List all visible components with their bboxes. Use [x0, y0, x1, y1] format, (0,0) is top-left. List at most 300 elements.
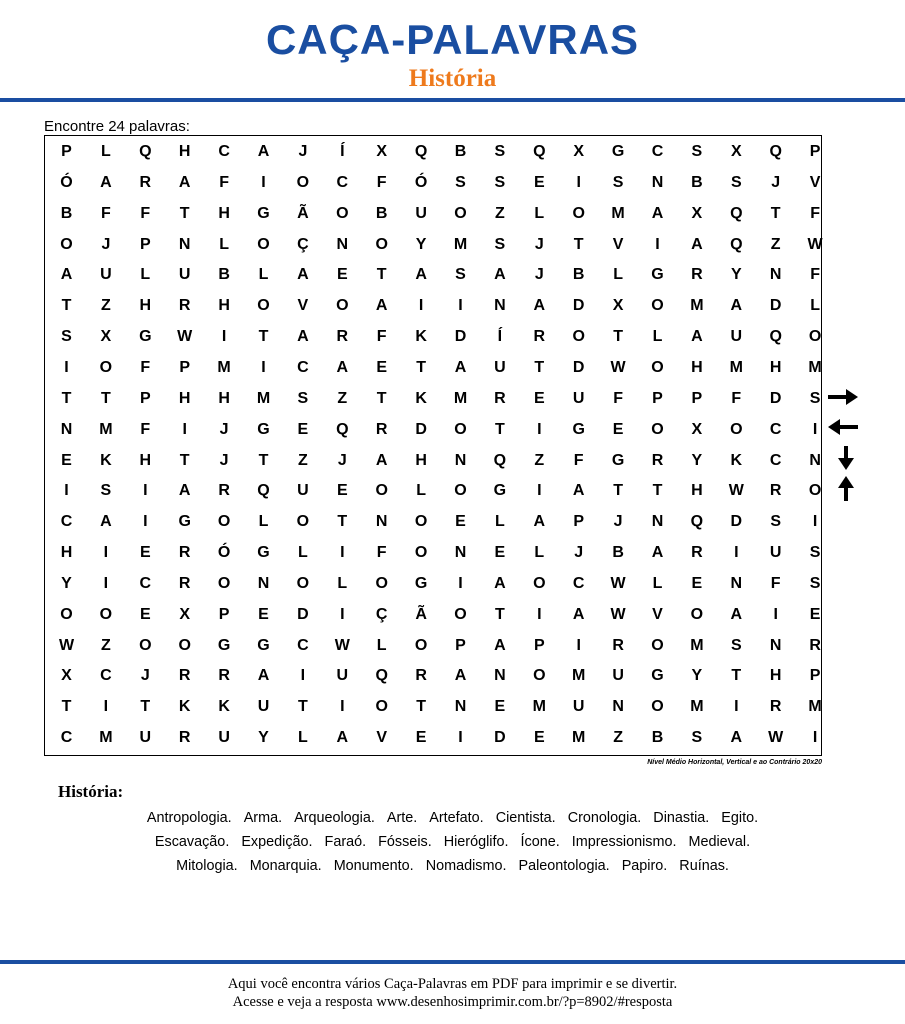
up-arrow-icon: [838, 476, 854, 501]
grid-letter: T: [61, 389, 72, 407]
grid-letter: K: [178, 698, 191, 716]
word-list-heading: História:: [58, 782, 124, 801]
grid-letter: R: [178, 667, 191, 685]
grid-letter: T: [416, 698, 426, 716]
grid-letter: O: [651, 636, 664, 654]
direction-arrows: [826, 386, 860, 504]
page-subtitle: História: [408, 65, 497, 92]
grid-letter: O: [572, 328, 585, 346]
grid-letter: Q: [493, 451, 507, 469]
grid-letter: B: [691, 173, 703, 191]
grid-letter: E: [533, 389, 545, 407]
grid-letter: Ó: [60, 173, 73, 191]
grid-letter: P: [652, 389, 663, 407]
grid-letter: Z: [101, 297, 111, 315]
grid-letter: F: [140, 358, 151, 376]
grid-letter: S: [730, 636, 742, 654]
grid-letter: N: [60, 420, 73, 438]
grid-letter: S: [455, 266, 466, 284]
grid-letter: M: [611, 204, 625, 222]
word-list-item: Faraó.: [324, 834, 367, 850]
grid-letter: T: [495, 605, 505, 623]
grid-letter: O: [336, 204, 349, 222]
grid-letter: R: [218, 667, 230, 685]
grid-letter: T: [337, 513, 348, 531]
grid-letter: A: [651, 544, 664, 562]
grid-letter: G: [257, 204, 270, 222]
grid-letter: C: [60, 513, 73, 531]
grid-letter: P: [809, 667, 821, 685]
grid-letter: E: [258, 605, 269, 623]
grid-letter: Z: [495, 204, 505, 222]
grid-letter: I: [812, 420, 818, 438]
word-list-item: Egito.: [721, 810, 759, 826]
grid-letter: G: [611, 451, 625, 469]
grid-letter: E: [533, 173, 545, 191]
grid-letter: L: [613, 266, 623, 284]
grid-letter: D: [415, 420, 427, 438]
grid-letter: Ã: [297, 204, 309, 222]
word-list-line: [0, 809, 905, 827]
grid-letter: S: [61, 328, 72, 346]
grid-letter: I: [143, 513, 148, 531]
grid-letter: K: [218, 698, 230, 716]
grid-letter: M: [453, 235, 468, 253]
grid-letter: D: [494, 729, 506, 747]
grid-letter: O: [651, 420, 664, 438]
grid-letter: S: [770, 513, 782, 531]
grid-letter: S: [100, 482, 112, 500]
grid-letter: X: [573, 143, 585, 160]
grid-letter: H: [60, 544, 73, 562]
grid-letter: J: [219, 451, 229, 469]
grid-letter: V: [297, 297, 309, 315]
grid-letter: I: [103, 574, 109, 592]
grid-letter: F: [613, 389, 623, 407]
grid-letter: T: [376, 389, 387, 407]
grid-letter: E: [809, 605, 821, 623]
grid-letter: U: [415, 204, 427, 222]
grid-letter: X: [179, 605, 191, 623]
grid-letter: F: [376, 544, 387, 562]
grid-letter: Y: [730, 266, 742, 284]
grid-letter: H: [691, 358, 703, 376]
word-list-item: Arqueologia.: [294, 810, 375, 826]
grid-letter: I: [418, 297, 424, 315]
grid-letter: W: [177, 328, 193, 346]
grid-letter: T: [179, 451, 190, 469]
grid-letter: A: [297, 266, 309, 284]
grid-letter: S: [494, 173, 506, 191]
grid-letter: O: [454, 605, 467, 623]
grid-letter: M: [808, 358, 822, 376]
grid-letter: H: [139, 297, 152, 315]
grid-letter: Q: [533, 143, 546, 160]
grid-letter: O: [375, 482, 388, 500]
grid-letter: I: [103, 544, 109, 562]
grid-letter: E: [494, 544, 506, 562]
grid-letter: L: [652, 574, 663, 592]
grid-letter: F: [376, 173, 387, 191]
grid-letter: M: [690, 297, 704, 315]
grid-letter: F: [810, 204, 820, 222]
grid-letter: F: [219, 173, 229, 191]
grid-letter: H: [178, 143, 191, 160]
grid-letter: C: [297, 358, 309, 376]
grid-letter: R: [178, 729, 191, 747]
grid-letter: S: [494, 143, 506, 160]
grid-letter: M: [532, 698, 546, 716]
grid-letter: A: [533, 297, 546, 315]
grid-letter: T: [495, 420, 505, 438]
grid-letter: R: [415, 667, 427, 685]
grid-letter: T: [376, 266, 387, 284]
grid-letter: K: [730, 451, 743, 469]
grid-letter: R: [651, 451, 664, 469]
grid-letter: N: [809, 451, 821, 469]
grid-letter: O: [651, 358, 664, 376]
grid-letter: I: [64, 482, 69, 500]
grid-letter: R: [218, 482, 230, 500]
word-list-item: Arma.: [243, 810, 283, 826]
grid-letter: I: [261, 173, 266, 191]
word-list-item: Antropologia.: [146, 810, 232, 826]
grid-letter: Z: [534, 451, 545, 469]
grid-letter: O: [454, 204, 467, 222]
grid-letter: O: [375, 698, 388, 716]
grid-letter: H: [769, 358, 782, 376]
grid-letter: O: [808, 328, 822, 346]
grid-letter: Ã: [415, 605, 427, 623]
grid-letter: G: [178, 513, 191, 531]
grid-letter: T: [613, 482, 623, 500]
grid-letter: J: [101, 235, 111, 253]
grid-letter: O: [808, 482, 822, 500]
grid-letter: Z: [337, 389, 348, 407]
grid-letter: B: [651, 729, 664, 747]
grid-letter: A: [730, 729, 743, 747]
grid-letter: U: [730, 328, 743, 346]
grid-letter: Y: [691, 451, 703, 469]
grid-letter: O: [454, 420, 467, 438]
grid-letter: R: [769, 698, 782, 716]
grid-letter: J: [613, 513, 623, 531]
grid-letter: I: [537, 605, 542, 623]
grid-letter: W: [728, 482, 744, 500]
grid-letter: A: [454, 667, 467, 685]
grid-letter: D: [572, 358, 585, 376]
grid-letter: C: [769, 451, 782, 469]
grid-letter: G: [572, 420, 585, 438]
grid-letter: N: [730, 574, 743, 592]
grid-letter: O: [375, 235, 388, 253]
grid-letter: Q: [375, 667, 388, 685]
grid-letter: T: [140, 698, 151, 716]
instruction-text: Encontre 24 palavras:: [44, 118, 190, 135]
grid-letter: A: [100, 513, 112, 531]
grid-letter: U: [218, 729, 230, 747]
word-list-item: Arte.: [386, 810, 418, 826]
grid-letter: H: [218, 297, 230, 315]
grid-letter: E: [494, 698, 506, 716]
grid-letter: O: [217, 513, 231, 531]
grid-letter: G: [217, 636, 231, 654]
grid-letter: E: [691, 574, 703, 592]
grid-letter: U: [494, 358, 506, 376]
grid-letter: B: [375, 204, 388, 222]
grid-letter: N: [494, 297, 506, 315]
grid-letter: O: [454, 482, 467, 500]
right-arrow-icon: [828, 389, 858, 405]
grid-letter: O: [651, 698, 664, 716]
grid-letter: N: [454, 698, 467, 716]
grid-letter: B: [218, 266, 230, 284]
grid-letter: R: [336, 328, 349, 346]
grid-letter: U: [257, 698, 270, 716]
grid-letter: Q: [139, 143, 152, 160]
word-list-item: Papiro.: [621, 858, 668, 874]
grid-letter: V: [809, 173, 821, 191]
grid-letter: X: [691, 204, 703, 222]
word-list-item: Escavação.: [154, 834, 230, 850]
left-arrow-icon: [828, 419, 858, 435]
grid-letter: X: [61, 667, 72, 685]
grid-letter: A: [572, 482, 585, 500]
grid-letter: U: [572, 698, 585, 716]
grid-letter: E: [612, 420, 624, 438]
page-title: CAÇA-PALAVRAS: [265, 16, 640, 63]
grid-letter: L: [101, 143, 111, 160]
grid-letter: Q: [690, 513, 704, 531]
grid-letter: Q: [769, 143, 782, 160]
word-list-item: Monarquia.: [249, 858, 322, 874]
grid-letter: O: [296, 574, 310, 592]
grid-letter: V: [376, 729, 388, 747]
grid-letter: I: [261, 358, 266, 376]
grid-letter: A: [178, 173, 191, 191]
grid-letter: K: [415, 389, 427, 407]
grid-letter: O: [572, 204, 585, 222]
grid-letter: B: [572, 266, 585, 284]
grid-letter: I: [64, 358, 69, 376]
grid-letter: F: [101, 204, 111, 222]
grid-letter: A: [691, 235, 703, 253]
grid-letter: W: [610, 574, 626, 592]
grid-letter: D: [454, 328, 467, 346]
grid-letter: J: [337, 451, 347, 469]
grid-letter: A: [691, 328, 703, 346]
grid-letter: O: [336, 297, 349, 315]
grid-letter: W: [334, 636, 350, 654]
grid-letter: F: [140, 204, 151, 222]
grid-letter: Q: [769, 328, 782, 346]
grid-letter: N: [178, 235, 191, 253]
grid-letter: A: [730, 605, 743, 623]
grid-letter: B: [60, 204, 73, 222]
grid-letter: S: [730, 173, 742, 191]
grid-letter: O: [178, 636, 191, 654]
grid-letter: O: [60, 605, 73, 623]
grid-letter: C: [336, 173, 349, 191]
word-list-item: Nomadismo.: [425, 858, 507, 874]
grid-letter: M: [217, 358, 231, 376]
word-list-line: [0, 857, 905, 875]
grid-letter: C: [572, 574, 585, 592]
grid-letter: E: [533, 729, 545, 747]
grid-letter: R: [178, 574, 191, 592]
grid-letter: I: [576, 636, 581, 654]
grid-letter: A: [257, 143, 270, 160]
down-arrow-icon: [838, 446, 854, 470]
grid-letter: C: [651, 143, 664, 160]
grid-letter: N: [651, 173, 664, 191]
grid-letter: G: [139, 328, 152, 346]
grid-letter: R: [533, 328, 546, 346]
grid-letter: N: [257, 574, 270, 592]
grid-letter: A: [494, 636, 506, 654]
grid-letter: W: [807, 235, 823, 253]
grid-letter: A: [336, 358, 349, 376]
grid-letter: M: [256, 389, 271, 407]
grid-letter: F: [731, 389, 742, 407]
grid-letter: A: [375, 451, 388, 469]
grid-letter: M: [690, 698, 704, 716]
grid-letter: M: [572, 729, 586, 747]
grid-letter: I: [458, 729, 463, 747]
grid-letter: B: [454, 143, 467, 160]
grid-letter: T: [101, 389, 111, 407]
grid-letter: I: [340, 605, 345, 623]
grid-letter: U: [100, 266, 112, 284]
grid-letter: R: [612, 636, 624, 654]
word-list-item: Hieróglifo.: [443, 834, 509, 850]
word-list-item: Fósseis.: [378, 834, 432, 850]
grid-letter: O: [99, 605, 113, 623]
grid-letter: O: [533, 574, 546, 592]
grid-letter: I: [812, 729, 818, 747]
grid-letter: X: [612, 297, 624, 315]
grid-letter: X: [691, 420, 703, 438]
grid-letter: V: [612, 235, 624, 253]
grid-letter: G: [651, 266, 664, 284]
grid-letter: H: [691, 482, 703, 500]
grid-letter: A: [297, 328, 309, 346]
grid-letter: G: [651, 667, 664, 685]
grid-letter: S: [809, 574, 821, 592]
grid-letter: O: [139, 636, 152, 654]
grid-letter: X: [730, 143, 742, 160]
grid-letter: I: [537, 482, 542, 500]
word-list-item: Medieval.: [688, 834, 751, 850]
grid-letter: E: [336, 482, 348, 500]
word-list-item: Mitologia.: [176, 858, 238, 874]
grid-letter: J: [574, 544, 584, 562]
grid-letter: N: [769, 636, 782, 654]
grid-letter: S: [494, 235, 506, 253]
grid-letter: G: [611, 143, 625, 160]
grid-letter: W: [610, 358, 626, 376]
grid-letter: S: [297, 389, 309, 407]
grid-letter: U: [139, 729, 152, 747]
grid-letter: J: [140, 667, 150, 685]
grid-letter: O: [60, 235, 73, 253]
grid-letter: O: [99, 358, 113, 376]
grid-letter: E: [336, 266, 348, 284]
grid-letter: R: [809, 636, 821, 654]
grid-letter: P: [61, 143, 72, 160]
grid-letter: U: [769, 544, 782, 562]
grid-letter: P: [455, 636, 466, 654]
footer-line-2: Acesse e veja a resposta www.desenhosimprimir.com.br/?p=8902/#resposta: [232, 994, 673, 1010]
grid-letter: I: [773, 605, 778, 623]
grid-letter: J: [534, 235, 544, 253]
grid-letter: L: [416, 482, 426, 500]
grid-letter: A: [415, 266, 427, 284]
word-list-item: Cronologia.: [567, 810, 642, 826]
grid-letter: Ç: [375, 605, 388, 623]
grid-letter: F: [770, 574, 781, 592]
footer-divider: [0, 960, 905, 964]
grid-letter: H: [218, 204, 230, 222]
grid-letter: U: [572, 389, 585, 407]
grid-letter: I: [812, 513, 818, 531]
grid-letter: E: [139, 605, 151, 623]
grid-letter: T: [731, 667, 742, 685]
grid-letter: Q: [730, 235, 743, 253]
grid-letter: I: [655, 235, 660, 253]
grid-letter: S: [691, 729, 703, 747]
grid-letter: F: [573, 451, 584, 469]
grid-letter: T: [258, 328, 269, 346]
grid-letter: T: [534, 358, 545, 376]
grid-letter: O: [690, 605, 704, 623]
grid-letter: P: [218, 605, 230, 623]
grid-letter: L: [337, 574, 348, 592]
grid-letter: U: [336, 667, 349, 685]
grid-letter: E: [61, 451, 72, 469]
grid-letter: Y: [61, 574, 72, 592]
grid-letter: I: [458, 574, 463, 592]
grid-letter: N: [494, 667, 506, 685]
grid-letter: E: [139, 544, 151, 562]
grid-letter: A: [100, 173, 112, 191]
grid-letter: K: [100, 451, 112, 469]
grid-letter: B: [612, 544, 624, 562]
grid-letter: H: [178, 389, 191, 407]
grid-letter: H: [139, 451, 152, 469]
grid-letter: I: [340, 698, 345, 716]
grid-letter: L: [298, 544, 308, 562]
grid-letter: E: [376, 358, 388, 376]
grid-letter: E: [455, 513, 466, 531]
grid-letter: A: [730, 297, 743, 315]
grid-letter: R: [139, 173, 152, 191]
grid-letter: I: [576, 173, 581, 191]
grid-letter: A: [178, 482, 191, 500]
grid-letter: C: [769, 420, 782, 438]
grid-letter: E: [415, 729, 427, 747]
grid-letter: L: [298, 729, 308, 747]
grid-letter: I: [182, 420, 187, 438]
grid-letter: I: [300, 667, 306, 685]
grid-letter: G: [414, 574, 428, 592]
grid-letter: Y: [415, 235, 427, 253]
grid-letter: Y: [691, 667, 703, 685]
grid-letter: Q: [730, 204, 743, 222]
grid-letter: O: [730, 420, 743, 438]
grid-letter: U: [297, 482, 309, 500]
grid-letter: M: [572, 667, 586, 685]
